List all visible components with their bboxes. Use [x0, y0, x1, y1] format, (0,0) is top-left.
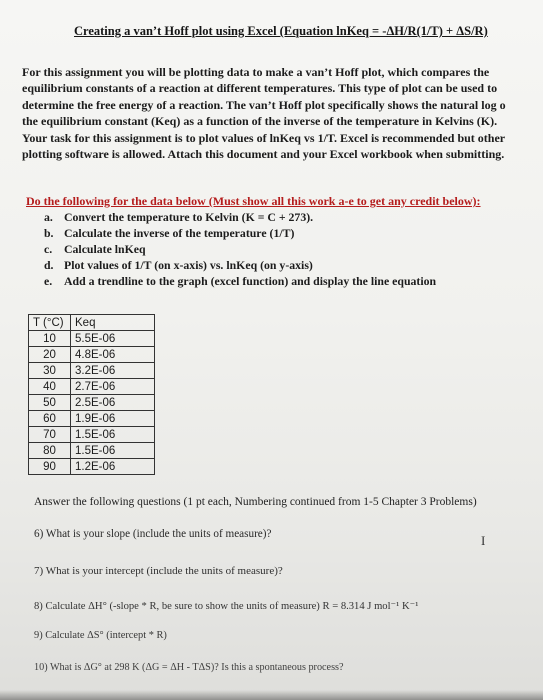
intro-line: determine the free energy of a reaction. The van’t Hoff plot specifically shows the natural log o	[22, 97, 506, 112]
document-title: Creating a van’t Hoff plot using Excel (Equation lnKeq = -ΔH/R(1/T) + ΔS/R)	[74, 24, 488, 38]
temperature-cell: 80	[29, 443, 71, 459]
step-text: Calculate the inverse of the temperature (1/T)	[64, 226, 295, 240]
keq-cell: 2.7E-06	[71, 379, 155, 395]
table-header-row	[29, 315, 155, 331]
column-header-temperature: T (°C)	[29, 315, 71, 331]
step-item	[44, 258, 436, 274]
intro-line: equilibrium constants of a reaction at different temperatures. This type of plot can be used to	[22, 81, 498, 96]
question-6: 6) What is your slope (include the units of measure)?	[34, 528, 272, 540]
table-row	[29, 459, 155, 475]
step-item	[44, 226, 436, 242]
temperature-cell: 50	[29, 395, 71, 411]
step-text: Plot values of 1/T (on x-axis) vs. lnKeq (on y-axis)	[64, 258, 313, 272]
question-8: 8) Calculate ΔH° (-slope * R, be sure to show the units of measure) R = 8.314 J mol⁻¹ K⁻¹	[34, 601, 419, 612]
intro-line: plotting software is allowed. Attach this document and your Excel workbook when submitting.	[22, 147, 505, 162]
table-row	[29, 395, 155, 411]
table-row	[29, 363, 155, 379]
step-key: c.	[44, 242, 53, 256]
step-text: Convert the temperature to Kelvin (K = C + 273).	[64, 210, 314, 224]
keq-cell: 2.5E-06	[71, 395, 155, 411]
intro-paragraph	[22, 64, 540, 162]
intro-line: For this assignment you will be plotting data to make a van’t Hoff plot, which compares the	[22, 65, 490, 79]
keq-cell: 3.2E-06	[71, 363, 155, 379]
temperature-cell: 20	[29, 347, 71, 363]
temperature-cell: 30	[29, 363, 71, 379]
step-item	[44, 274, 436, 290]
keq-cell: 1.5E-06	[71, 427, 155, 443]
answer-instructions: Answer the following questions (1 pt each, Numbering continued from 1-5 Chapter 3 Problems)	[34, 496, 477, 508]
keq-cell: 4.8E-06	[71, 347, 155, 363]
question-10: 10) What is ΔG° at 298 K (ΔG = ΔH - TΔS)? Is this a spontaneous process?	[34, 662, 344, 673]
step-text: Calculate lnKeq	[64, 242, 146, 256]
step-key: a.	[44, 210, 53, 224]
question-9: 9) Calculate ΔS° (intercept * R)	[34, 630, 167, 641]
question-7: 7) What is your intercept (include the units of measure)?	[34, 565, 283, 577]
temperature-cell: 90	[29, 459, 71, 475]
step-text: Add a trendline to the graph (excel function) and display the line equation	[64, 274, 437, 288]
temperature-cell: 10	[29, 331, 71, 347]
data-table	[28, 314, 155, 475]
temperature-cell: 40	[29, 379, 71, 395]
keq-cell: 1.9E-06	[71, 411, 155, 427]
step-item	[44, 210, 436, 226]
step-key: d.	[44, 258, 54, 272]
step-item	[44, 242, 436, 258]
instruction-steps	[44, 210, 436, 290]
temperature-cell: 70	[29, 427, 71, 443]
keq-cell: 1.5E-06	[71, 443, 155, 459]
step-key: e.	[44, 274, 53, 288]
step-key: b.	[44, 226, 54, 240]
intro-line: Your task for this assignment is to plot values of lnKeq vs 1/T. Excel is recommended but other	[22, 130, 506, 145]
table-row	[29, 427, 155, 443]
keq-cell: 5.5E-06	[71, 331, 155, 347]
instructions-header: Do the following for the data below (Must show all this work a-e to get any credit below):	[26, 194, 481, 208]
table-row	[29, 347, 155, 363]
photo-shadow-edge	[0, 690, 543, 700]
keq-cell: 1.2E-06	[71, 459, 155, 475]
table-row	[29, 379, 155, 395]
text-cursor-icon: I	[481, 533, 486, 548]
table-row	[29, 411, 155, 427]
column-header-keq: Keq	[71, 315, 155, 331]
table-row	[29, 443, 155, 459]
intro-line: the equilibrium constant (Keq) as a function of the inverse of the temperature in Kelvins (K).	[22, 114, 498, 129]
table-row	[29, 331, 155, 347]
temperature-cell: 60	[29, 411, 71, 427]
